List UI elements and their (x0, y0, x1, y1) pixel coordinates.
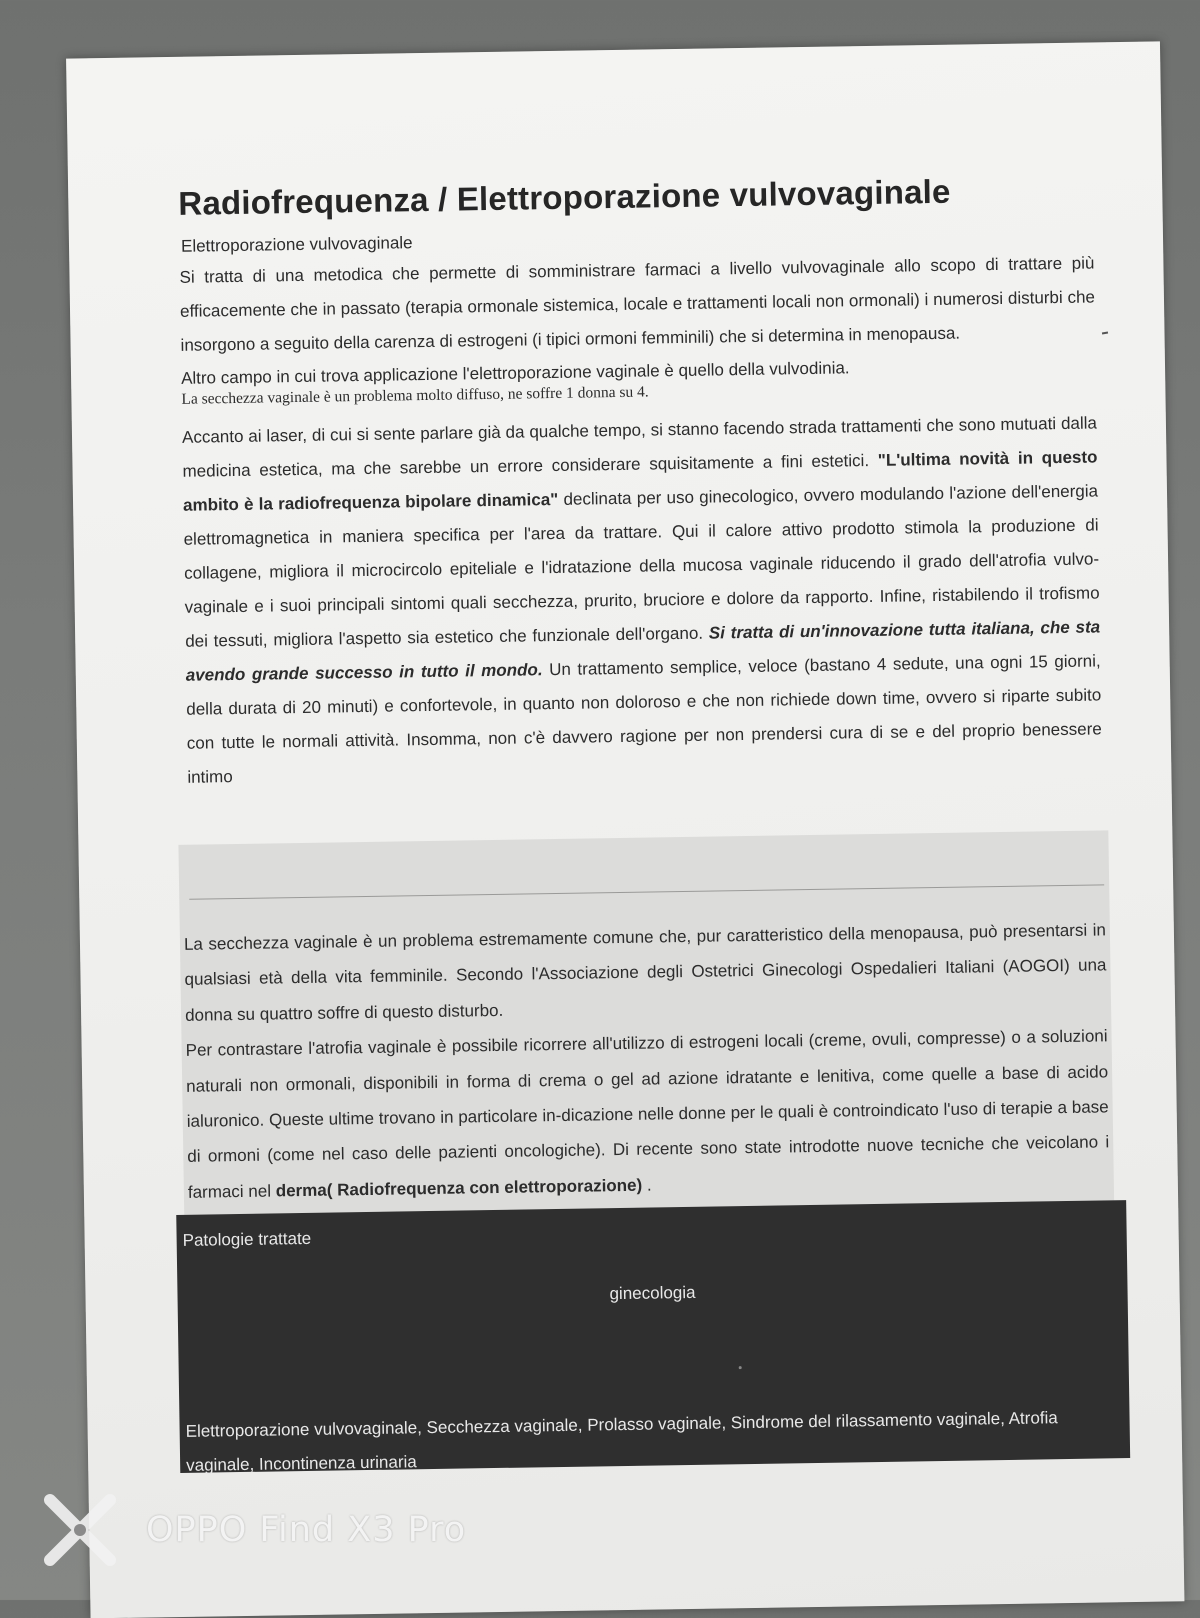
bold-highlight: "L'ultima novità in questo ambito è la radiofrequenza bipolare dinamica" (182, 447, 1098, 515)
paragraph-atrophy (185, 1019, 1110, 1210)
paragraph-radiofrequency (182, 406, 1103, 794)
subtitle: Elettroporazione vulvovaginale (180, 233, 413, 256)
paragraph-atrophy-end: . (642, 1175, 652, 1195)
paragraph-radiofrequency-text-3: Un trattamento semplice, veloce (bastano 4 sedute, una ogni 15 giorni, della durata di 20 minuti) e confortevole, in quanto non doloroso e che non richiede down time, ovvero si riparte subito con tutte le normali attività. Insomma, non c'è davvero ragione per non prendersi cura di se e del proprio benessere intimo (186, 651, 1102, 787)
paragraph-radiofrequency-text: Accanto ai laser, di cui si sente parlare già da qualche tempo, si stanno facendo strada trattamenti che sono mutuati dalla medicina estetica, ma che sarebbe un errore considerare squisitamente a fini estetici. (181, 413, 1098, 481)
treated-pathologies-box (176, 1200, 1130, 1473)
oppo-x-logo-icon (40, 1490, 120, 1570)
paragraph-dryness: La secchezza vaginale è un problema estremamente comune che, pur caratteristico della menopausa, può presentarsi in qualsiasi età della vita femminile. Secondo l'Associazione degli Ostetrici Ginecologi Ospedalieri Italiani (AOGOI) una donna su quattro soffre di questo disturbo. (183, 920, 1107, 1025)
dryness-section (184, 912, 1110, 1210)
paragraph-vulvodinia: Altro campo in cui trova applicazione l'elettroporazione vaginale è quello della vulvodinia. (180, 358, 850, 388)
speck (739, 1366, 742, 1369)
serif-note: La secchezza vaginale è un problema molto diffuso, ne soffre 1 donna su 4. (181, 383, 649, 408)
category-label: ginecologia (609, 1282, 696, 1304)
bold-italic-highlight: Si tratta di un'innovazione tutta italiana, che sta avendo grande successo in tutto il mondo. (185, 617, 1101, 685)
paragraph-atrophy-text: Per contrastare l'atrofia vaginale è possibile ricorrere all'utilizzo di estrogeni locali (creme, ovuli, compresse) o a soluzioni naturali non ormonali, disponibili in forma di crema o gel ad azione idratante e lenitiva, come quelle a base di acido ialuronico. Queste ultime trovano in particolare in-dicazione nelle donne per le quali è controindicato l'uso di terapie a base di ormoni (come nel caso delle pazienti oncologiche). Di recente sono state introdotte nuove tecniche che veicolano i farmaci nel (185, 1026, 1110, 1202)
paragraph-intro: Si tratta di una metodica che permette di somministrare farmaci a livello vulvovaginale allo scopo di trattare più efficacemente che in passato (terapia ormonale sistemica, locale e trattamenti locali non ormonali) i numerosi disturbi che insorgono a seguito della carenza di estrogeni (i tipici ormoni femminili) che si determina in menopausa. (179, 253, 1096, 355)
page-title: Radiofrequenza / Elettroporazione vulvovaginale (178, 172, 951, 222)
pathologies-list: Elettroporazione vulvovaginale, Secchezza vaginale, Prolasso vaginale, Sindrome del rilassamento vaginale, Atrofia vaginale, Incontinenza urinaria (185, 1408, 1058, 1475)
document-body (178, 170, 1102, 794)
treated-pathologies-label: Patologie trattate (182, 1228, 312, 1250)
camera-watermark (40, 1490, 466, 1570)
paragraph-radiofrequency-text-2: declinata per uso ginecologico, ovvero modulando l'azione dell'energia elettromagnetica in maniera specifica per l'area da trattare. Qui il calore attivo prodotto stimola la produzione di collagene, migliora il microcircolo epiteliale e l'idratazione della mucosa vaginale riducendo il grado dell'atrofia vulvo-vaginale e i suoi principali sintomi quali secchezza, prurito, bruciore e dolore da rapporto. Infine, ristabilendo il trofismo dei tessuti, migliora l'aspetto sia estetico che funzionale dell'organo. (183, 481, 1100, 651)
bold-derma: derma( Radiofrequenza con elettroporazione) (275, 1175, 643, 1201)
watermark-text: OPPO Find X3 Pro (146, 1510, 467, 1550)
paper-sheet (66, 41, 1184, 1618)
